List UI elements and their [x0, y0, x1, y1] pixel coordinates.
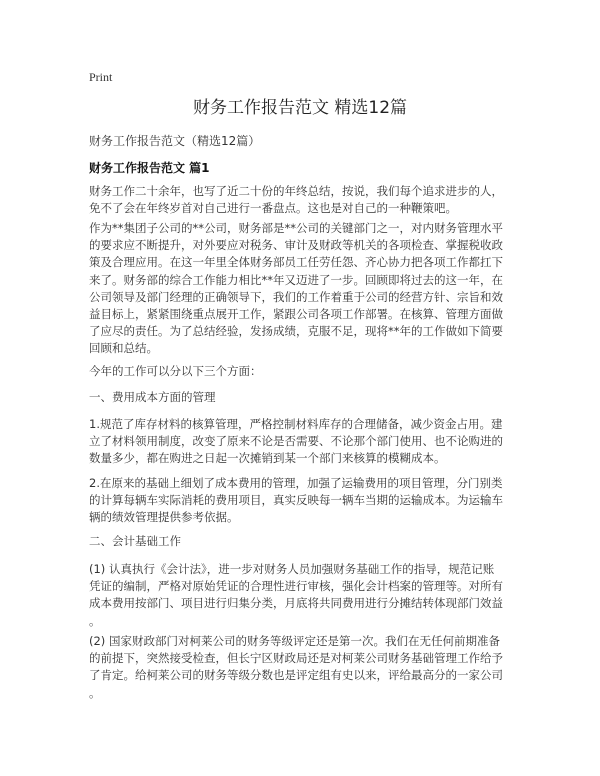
paragraph-line: 公司领导及部门经理的正确领导下，我们的工作着重于公司的经营方针、宗旨和效: [89, 289, 503, 304]
paragraph-overview: [89, 220, 519, 358]
print-link[interactable]: Print: [89, 70, 113, 84]
paragraph-item-1: [89, 416, 519, 468]
paragraph-line: 凭证的编制，严格对原始凭证的合理性进行审核，强化会计档案的管理等。对所有: [89, 579, 503, 594]
paragraph-line: 的要求应不断提升，对外要应对税务、审计及财政等机关的各项检查、掌握税收政: [89, 238, 503, 253]
page-title: 财务工作报告范文 精选12篇: [192, 98, 408, 118]
heading-accounting-basics: [89, 533, 519, 550]
paragraph-line: 一、费用成本方面的管理: [89, 390, 216, 404]
paragraph-line: 策及合理应用。在这一年里全体财务部员工任劳任怨、齐心协力把各项工作都扛下: [89, 255, 503, 270]
paragraph-accounting-law: [89, 561, 519, 630]
paragraph-line: 辆的绩效管理提供参考依据。: [89, 510, 239, 525]
paragraph-line: 了肯定。给柯莱公司的财务等级分数也是评定组有史以来，评给最高分的一家公司: [89, 668, 503, 683]
paragraph-line: 。: [89, 613, 101, 628]
paragraph-line: 。: [89, 685, 101, 700]
paragraph-financial-rating: [89, 633, 519, 702]
paragraph-line: 财务工作二十余年，也写了近二十份的年终总结，按说，我们每个追求进步的人，: [89, 184, 503, 198]
paragraph-three-aspects: [89, 363, 519, 380]
paragraph-line: 2.在原来的基础上细划了成本费用的管理，加强了运输费用的项目管理，分门别类: [89, 476, 503, 490]
paragraph-line: 成本费用按部门、项目进行归集分类，月底将共同费用进行分摊结转体现部门效益: [89, 596, 503, 611]
paragraph-line: 作为**集团子公司的**公司，财务部是**公司的关键部门之一，对内财务管理水平: [89, 221, 503, 235]
paragraph-line: (1) 认真执行《会计法》，进一步对财务人员加强财务基础工作的指导，规范记账: [89, 562, 495, 576]
paragraph-line: 来了。财务部的综合工作能力相比**年又迈进了一步。回顾即将过去的这一年，在: [89, 272, 503, 287]
paragraph-line: 立了材料领用制度，改变了原来不论是否需要、不论那个部门使用、也不论购进的: [89, 434, 503, 449]
paragraph-line: 回顾和总结。: [89, 341, 158, 356]
document-subtitle: 财务工作报告范文（精选12篇）: [89, 134, 261, 148]
paragraph-intro: [89, 183, 519, 217]
paragraph-item-2: [89, 475, 519, 527]
paragraph-line: 免不了会在年终岁首对自己进行一番盘点。这也是对自己的一种鞭策吧。: [89, 201, 457, 216]
section-heading: 财务工作报告范文 篇1: [89, 161, 210, 175]
paragraph-line: 1.规范了库存材料的核算管理，严格控制材料库存的合理储备，减少资金占用。建: [89, 417, 503, 431]
paragraph-line: 的计算每辆车实际消耗的费用项目，真实反映每一辆车当期的运输成本。为运输车: [89, 493, 503, 508]
paragraph-line: 数量多少，都在购进之日起一次摊销到某一个部门来核算的模糊成本。: [89, 451, 446, 466]
heading-cost-management: [89, 389, 519, 406]
paragraph-line: 益目标上，紧紧围绕重点展开工作，紧跟公司各项工作部署。在核算、管理方面做: [89, 307, 503, 322]
paragraph-line: 今年的工作可以分以下三个方面：: [89, 364, 262, 378]
paragraph-line: 了应尽的责任。为了总结经验，发扬成绩，克服不足，现将**年的工作做如下简要: [89, 324, 503, 339]
paragraph-line: (2) 国家财政部门对柯莱公司的财务等级评定还是第一次。我们在无任何前期准备: [89, 634, 500, 648]
paragraph-line: 的前提下，突然接受检查，但长宁区财政局还是对柯莱公司财务基础管理工作给予: [89, 651, 503, 666]
paragraph-line: 二、会计基础工作: [89, 534, 181, 548]
